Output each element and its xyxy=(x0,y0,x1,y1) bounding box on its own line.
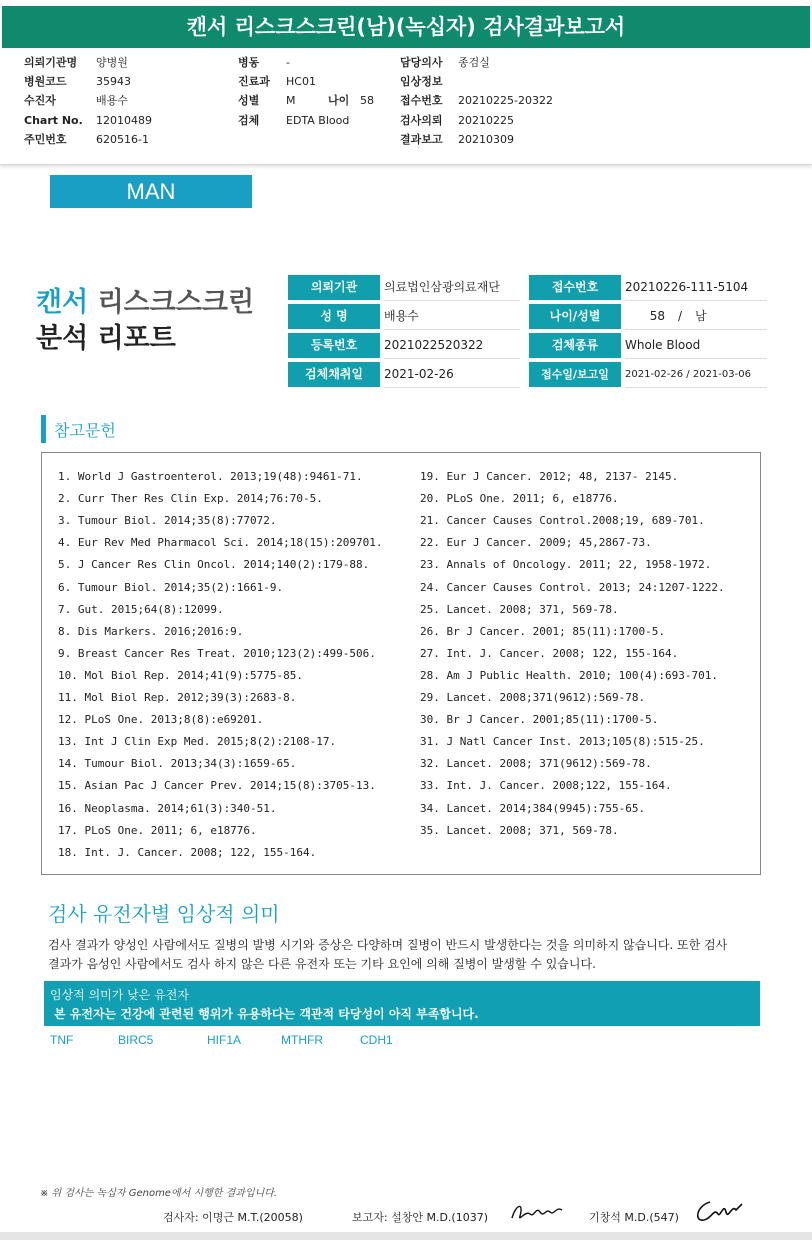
reg-label: 등록번호 xyxy=(288,333,380,358)
date-label: 접수일/보고일 xyxy=(529,362,621,387)
inst-value: 의료법인삼광의료재단 xyxy=(384,275,520,301)
reference-item: 32. Lancet. 2008; 371(9612):569-78. xyxy=(420,757,652,771)
sex-value: M xyxy=(286,94,296,107)
specimen-label: 검체 xyxy=(238,114,260,127)
main-title-line2: 분석 리포트 xyxy=(36,323,176,354)
ward-value: - xyxy=(286,56,290,69)
man-banner: MAN xyxy=(50,175,252,208)
reference-item: 21. Cancer Causes Control.2008;19, 689-701. xyxy=(420,514,705,528)
reference-item: 27. Int. J. Cancer. 2008; 122, 155-164. xyxy=(420,646,679,660)
age-value: 58 xyxy=(360,94,374,107)
doctor-row xyxy=(400,54,490,72)
reference-item: 16. Neoplasma. 2014;61(3):340-51. xyxy=(58,801,277,815)
main-title-rest: 리스크스크린 xyxy=(97,287,255,318)
reference-item: 25. Lancet. 2008; 371, 569-78. xyxy=(420,602,619,616)
gene-birc5: BIRC5 xyxy=(118,1033,154,1047)
hospital-code-row xyxy=(24,73,131,91)
reference-item: 10. Mol Biol Rep. 2014;41(9):5775-85. xyxy=(58,668,304,682)
reference-item: 34. Lancet. 2014;384(9945):755-65. xyxy=(420,801,646,815)
clinical-row xyxy=(400,73,458,91)
bottom-bar xyxy=(0,1232,812,1240)
chart-label: Chart No. xyxy=(24,114,83,127)
dept-row xyxy=(238,73,316,91)
name-label: 성 명 xyxy=(288,304,380,329)
result-value: 20210309 xyxy=(458,133,514,146)
request-label: 검사의뢰 xyxy=(400,114,443,127)
reference-item: 30. Br J Cancer. 2001;85(11):1700-5. xyxy=(420,713,659,727)
inst-label: 의뢰기관 xyxy=(288,275,380,300)
chart-value: 12010489 xyxy=(96,114,152,127)
reference-item: 17. PLoS One. 2011; 6, e18776. xyxy=(58,823,257,837)
reference-item: 29. Lancet. 2008;371(9612):569-78. xyxy=(420,691,646,704)
hospital-label: 의뢰기관명 xyxy=(24,56,78,69)
spec-value: Whole Blood xyxy=(625,333,767,359)
hospital-code-value: 35943 xyxy=(96,75,131,88)
date-value: 2021-02-26 / 2021-03-06 xyxy=(625,362,767,388)
gene-hif1a: HIF1A xyxy=(207,1033,242,1047)
reporter-signature-icon xyxy=(508,1198,566,1228)
patient-label: 수진자 xyxy=(24,94,56,107)
references-accent-bar xyxy=(41,415,46,443)
reference-item: 33. Int. J. Cancer. 2008;122, 155-164. xyxy=(420,779,672,793)
signer2-signature-icon xyxy=(690,1196,748,1228)
receipt-row xyxy=(400,92,553,110)
specimen-value: EDTA Blood xyxy=(286,114,350,127)
reference-item: 31. J Natl Cancer Inst. 2013;105(8):515-25. xyxy=(420,735,705,749)
age-sex-slash: / xyxy=(677,309,683,323)
result-label: 결과보고 xyxy=(400,133,443,146)
reference-item: 13. Int J Clin Exp Med. 2015;8(2):2108-17. xyxy=(58,735,337,749)
reference-item: 15. Asian Pac J Cancer Prev. 2014;15(8):3705-13. xyxy=(58,779,376,793)
hospital-row xyxy=(24,54,128,72)
specimen-row xyxy=(238,112,349,130)
reference-item: 3. Tumour Biol. 2014;35(8):77072. xyxy=(58,514,277,528)
receipt-label: 접수번호 xyxy=(400,94,443,107)
examiner: 검사자: 이명근 M.T.(20058) xyxy=(163,1211,303,1224)
reference-item: 8. Dis Markers. 2016;2016:9. xyxy=(58,624,244,638)
main-title-line1 xyxy=(36,280,254,319)
dept-label: 진료과 xyxy=(238,75,270,88)
reference-item: 2. Curr Ther Res Clin Exp. 2014;76:70-5. xyxy=(58,492,323,506)
signer2: 기창석 M.D.(547) xyxy=(589,1211,679,1224)
hospital-code-label: 병원코드 xyxy=(24,75,67,88)
gene-desc-line1: 검사 결과가 양성인 사람에서도 질병의 발병 시기와 증상은 다양하며 질병이 반드시 발생한다는 것을 의미하지 않습니다. 또한 검사 xyxy=(48,938,728,952)
age-sex-label: 나이/성별 xyxy=(529,304,621,329)
age-sex-value xyxy=(625,304,767,330)
id-row xyxy=(24,131,149,149)
low-significance-box xyxy=(44,981,760,1026)
doctor-value: 종검실 xyxy=(458,56,490,69)
sex-age-row xyxy=(238,92,374,110)
gene-mthfr: MTHFR xyxy=(281,1033,323,1047)
reporter: 보고자: 설창안 M.D.(1037) xyxy=(352,1211,488,1224)
clinical-label: 임상정보 xyxy=(400,75,443,88)
reference-item: 35. Lancet. 2008; 371, 569-78. xyxy=(420,823,619,837)
report-header xyxy=(0,52,812,165)
reference-item: 7. Gut. 2015;64(8):12099. xyxy=(58,602,224,616)
age-value: 58 xyxy=(649,309,665,323)
id-label: 주민번호 xyxy=(24,133,67,146)
low-significance-title: 임상적 의미가 낮은 유전자 xyxy=(50,988,189,1002)
reference-item: 19. Eur J Cancer. 2012; 48, 2137- 2145. xyxy=(420,470,679,483)
reference-item: 14. Tumour Biol. 2013;34(3):1659-65. xyxy=(58,757,297,771)
references-box xyxy=(41,452,761,875)
id-value: 620516-1 xyxy=(96,133,149,146)
title-bar xyxy=(0,0,812,52)
hospital-value: 양병원 xyxy=(96,56,128,69)
footnote: ※ 위 검사는 녹십자 Genome에서 시행한 결과입니다. xyxy=(40,1188,278,1199)
ward-row xyxy=(238,54,290,72)
reg-value: 2021022520322 xyxy=(384,333,520,359)
reference-item: 9. Breast Cancer Res Treat. 2010;123(2):499-506. xyxy=(58,646,376,660)
reference-item: 1. World J Gastroenterol. 2013;19(48):9461-71. xyxy=(58,470,363,483)
request-row xyxy=(400,112,514,130)
reference-item: 23. Annals of Oncology. 2011; 22, 1958-1972. xyxy=(420,558,712,572)
dept-value: HC01 xyxy=(286,75,316,88)
age-label: 나이 xyxy=(328,94,350,107)
gene-section-title: 검사 유전자별 임상적 의미 xyxy=(48,902,280,926)
report-title: 캔서 리스크스크린(남)(녹십자) 검사결과보고서 xyxy=(2,6,810,48)
reference-item: 4. Eur Rev Med Pharmacol Sci. 2014;18(15):209701. xyxy=(58,536,383,550)
main-title-accent: 캔서 xyxy=(36,287,89,318)
chart-row xyxy=(24,112,152,130)
reference-item: 11. Mol Biol Rep. 2012;39(3):2683-8. xyxy=(58,691,297,704)
doctor-label: 담당의사 xyxy=(400,56,443,69)
reference-item: 28. Am J Public Health. 2010; 100(4):693-701. xyxy=(420,668,719,682)
gene-desc-line2: 결과가 음성인 사람에서도 검사 하지 않은 다른 유전자 또는 기타 요인에 의해 질병이 발생할 수 있습니다. xyxy=(48,957,596,971)
reference-item: 12. PLoS One. 2013;8(8):e69201. xyxy=(58,713,264,727)
spec-label: 검체종류 xyxy=(529,333,621,358)
reference-item: 20. PLoS One. 2011; 6, e18776. xyxy=(420,492,619,506)
receipt-no-value: 20210226-111-5104 xyxy=(625,275,767,301)
reference-item: 22. Eur J Cancer. 2009; 45,2867-73. xyxy=(420,536,652,550)
gene-cdh1: CDH1 xyxy=(360,1033,393,1047)
receipt-value: 20210225-20322 xyxy=(458,94,553,107)
low-significance-text: 본 유전자는 건강에 관련된 행위가 유용하다는 객관적 타당성이 아직 부족합니다. xyxy=(54,1007,479,1021)
ward-label: 병동 xyxy=(238,56,260,69)
gene-tnf: TNF xyxy=(50,1033,74,1047)
reference-item: 26. Br J Cancer. 2001; 85(11):1700-5. xyxy=(420,624,666,638)
references-title: 참고문헌 xyxy=(54,421,116,440)
patient-row xyxy=(24,92,128,110)
reference-item: 18. Int. J. Cancer. 2008; 122, 155-164. xyxy=(58,845,317,859)
patient-value: 배용수 xyxy=(96,94,128,107)
receipt-no-label: 접수번호 xyxy=(529,275,621,300)
collect-value: 2021-02-26 xyxy=(384,362,520,388)
reference-item: 6. Tumour Biol. 2014;35(2):1661-9. xyxy=(58,580,284,594)
reference-item: 24. Cancer Causes Control. 2013; 24:1207-1222. xyxy=(420,580,725,594)
sex-label: 성별 xyxy=(238,94,260,107)
reference-item: 5. J Cancer Res Clin Oncol. 2014;140(2):179-88. xyxy=(58,558,370,572)
result-row xyxy=(400,131,514,149)
name-value: 배용수 xyxy=(384,304,520,330)
collect-label: 검체채취일 xyxy=(288,362,380,387)
request-value: 20210225 xyxy=(458,114,514,127)
sex-value: 남 xyxy=(695,309,707,323)
